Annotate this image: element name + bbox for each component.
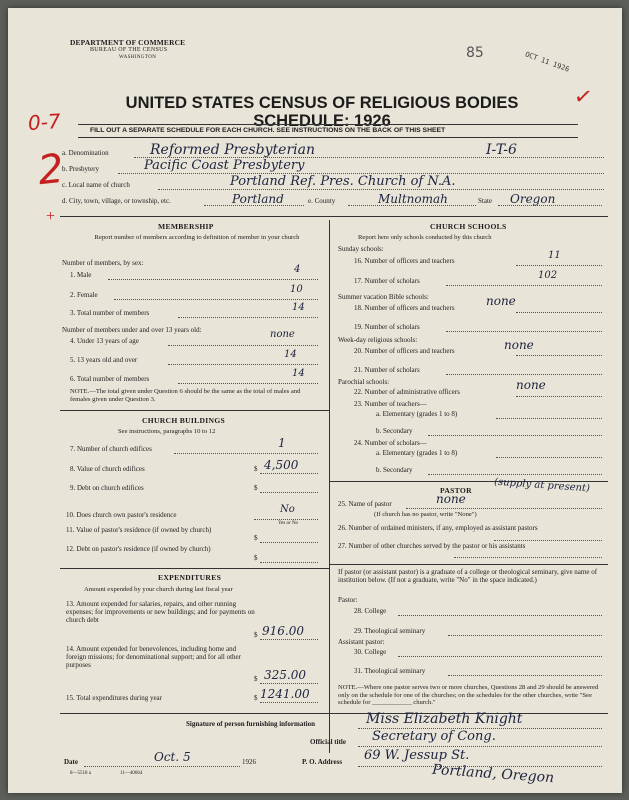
graduate-instructions: If pastor (or assistant pastor) is a graduate of a college or theological seminary, give name of institution below. (If not a graduate, write "No" in the space indicated.)	[338, 568, 598, 584]
address-label: P. O. Address	[302, 758, 343, 766]
q26-rule	[494, 540, 602, 541]
q17-label: 17. Number of scholars	[354, 277, 420, 285]
q19-rule	[446, 331, 602, 332]
q5-value[interactable]: 14	[284, 349, 297, 360]
address-value[interactable]: 69 W. Jessup St.	[364, 748, 470, 763]
q6-label: 6. Total number of members	[70, 375, 150, 383]
q2-rule	[114, 299, 318, 300]
date-label: Date	[64, 758, 78, 766]
q15-dollar: $	[254, 694, 258, 702]
q13-label: 13. Amount expended for salaries, repairs, and other running expenses; for improvements or new buildings; and for payments on church debt	[66, 600, 255, 624]
q28-rule	[398, 615, 602, 616]
header-rule	[78, 124, 578, 125]
q3-value[interactable]: 14	[292, 302, 305, 313]
signature-label: Signature of person furnishing information	[186, 720, 315, 728]
q10-label: 10. Does church own pastor's residence	[66, 511, 177, 519]
pastor-note: NOTE.—Where one pastor serves two or more churches, Questions 28 and 29 should be answered only on the schedule for one of the churches; on the schedules for the other churches, write "See schedule for ____________ church."	[338, 684, 599, 707]
summer-label: Summer vacation Bible schools:	[338, 293, 429, 301]
q1-value[interactable]: 4	[294, 264, 301, 275]
q14-rule	[260, 683, 318, 684]
grad-rule	[329, 564, 608, 565]
q24b-label: b. Secondary	[376, 466, 413, 474]
q23a-label: a. Elementary (grades 1 to 8)	[376, 410, 458, 418]
signature-value[interactable]: Miss Elizabeth Knight	[366, 711, 523, 727]
q2-label: 2. Female	[70, 291, 98, 299]
department-label: DEPARTMENT OF COMMERCE	[70, 38, 186, 47]
q24b-rule	[428, 474, 602, 475]
q12-label: 12. Debt on pastor's residence (if owned by church)	[66, 545, 211, 553]
presbytery-value[interactable]: Pacific Coast Presbytery	[144, 158, 305, 173]
q13-dollar: $	[254, 631, 258, 639]
q4-label: 4. Under 13 years of age	[70, 337, 139, 345]
q23b-rule	[428, 435, 602, 436]
q25-label: 25. Name of pastor	[338, 500, 392, 508]
q12-dollar: $	[254, 554, 258, 562]
q23-label: 23. Number of teachers—	[354, 400, 427, 408]
q31-label: 31. Theological seminary	[354, 667, 426, 675]
q30-rule	[398, 656, 602, 657]
q6-value[interactable]: 14	[292, 368, 305, 379]
q6-rule	[178, 383, 318, 384]
official-title-label: Official title	[310, 738, 346, 746]
q17-value[interactable]: 102	[538, 270, 558, 281]
membership-intro: Report number of members according to definition of member in your church	[94, 234, 300, 241]
q3-label: 3. Total number of members	[70, 309, 150, 317]
q1-rule	[108, 279, 318, 280]
presbytery-label: b. Presbytery	[62, 165, 99, 173]
address-city-value[interactable]: Portland, Oregon	[431, 761, 555, 787]
red-side-mark-text: 2	[35, 145, 66, 195]
form-subtitle: SCHEDULE: 1926	[253, 112, 391, 130]
q8-label: 8. Value of church edifices	[70, 465, 145, 473]
q23a-rule	[496, 418, 602, 419]
q26-label: 26. Number of ordained ministers, if any, employed as assistant pastors	[338, 524, 538, 532]
q19-label: 19. Number of scholars	[354, 323, 420, 331]
church-name-rule	[158, 189, 604, 190]
q8-dollar: $	[254, 465, 258, 473]
expenditures-intro: Amount expended by your church during last fiscal year	[84, 586, 233, 593]
q2-value[interactable]: 10	[290, 284, 303, 295]
expenditures-heading: EXPENDITURES	[158, 573, 222, 582]
q15-label: 15. Total expenditures during year	[66, 694, 162, 702]
date-rule	[84, 766, 240, 767]
official-title-value[interactable]: Secretary of Cong.	[372, 729, 496, 744]
schools-heading: CHURCH SCHOOLS	[430, 222, 507, 231]
bureau-label: BUREAU OF THE CENSUS	[90, 47, 168, 53]
q15-value[interactable]: 1241.00	[260, 687, 310, 701]
q9-dollar: $	[254, 484, 258, 492]
table-top-rule	[60, 216, 608, 217]
instruction-line: FILL OUT A SEPARATE SCHEDULE FOR EACH CHURCH. SEE INSTRUCTIONS ON THE BACK OF THIS SHEET	[90, 127, 446, 134]
buildings-heading: CHURCH BUILDINGS	[142, 416, 226, 425]
q7-value[interactable]: 1	[278, 436, 286, 450]
by-sex-label: Number of members, by sex:	[62, 259, 144, 267]
q22-value[interactable]: none	[516, 378, 546, 392]
denomination-code: I-T-6	[486, 142, 517, 158]
membership-heading: MEMBERSHIP	[158, 222, 214, 231]
q8-value[interactable]: 4,500	[264, 458, 299, 472]
q4-value[interactable]: none	[270, 329, 295, 340]
sunday-label: Sunday schools:	[338, 245, 384, 253]
church-name-value[interactable]: Portland Ref. Pres. Church of N.A.	[230, 174, 456, 189]
q12-rule	[260, 562, 318, 563]
census-schedule-sheet	[8, 8, 622, 793]
q14-value[interactable]: 325.00	[264, 668, 306, 682]
q8-rule	[260, 473, 318, 474]
q18-label: 18. Number of officers and teachers	[354, 304, 455, 312]
q5-rule	[168, 364, 318, 365]
q7-rule	[174, 453, 318, 454]
q25-note: (If church has no pastor, write "None")	[374, 511, 477, 518]
city-label: WASHINGTON	[119, 55, 157, 60]
q28-label: 28. College	[354, 607, 387, 615]
q29-rule	[448, 635, 602, 636]
date-value[interactable]: Oct. 5	[154, 750, 191, 764]
q18-value[interactable]: none	[486, 294, 516, 308]
q9-label: 9. Debt on church edifices	[70, 484, 144, 492]
county-value[interactable]: Multnomah	[378, 192, 448, 206]
q16-label: 16. Number of officers and teachers	[354, 257, 455, 265]
q13-rule	[260, 639, 318, 640]
q20-value[interactable]: none	[504, 338, 534, 352]
q24-label: 24. Number of scholars—	[354, 439, 427, 447]
q22-label: 22. Number of administrative officers	[354, 388, 460, 396]
sheet-number: 85	[466, 45, 484, 61]
denomination-value[interactable]: Reformed Presbyterian	[150, 142, 315, 158]
q31-rule	[448, 675, 602, 676]
schools-intro: Report here only schools conducted by this church	[358, 234, 492, 241]
q13-value[interactable]: 916.00	[262, 624, 304, 638]
red-annotation-text: 0-7	[27, 108, 62, 136]
q24a-label: a. Elementary (grades 1 to 8)	[376, 449, 458, 457]
city-value[interactable]: Portland	[232, 192, 284, 206]
parochial-label: Parochial schools:	[338, 378, 390, 386]
date-year: 1926	[242, 758, 256, 766]
expenditures-rule	[60, 568, 329, 569]
red-annotation	[27, 109, 61, 136]
q11-dollar: $	[254, 534, 258, 542]
yes-no-hint: Yes or No	[278, 521, 299, 526]
q21-rule	[446, 374, 602, 375]
state-label: State	[478, 197, 492, 205]
buildings-rule	[60, 410, 329, 411]
q7-label: 7. Number of church edifices	[70, 445, 152, 453]
form-title: UNITED STATES CENSUS OF RELIGIOUS BODIES	[125, 94, 519, 112]
buildings-see: See instructions, paragraphs 10 to 12	[118, 428, 216, 435]
state-value[interactable]: Oregon	[510, 192, 556, 206]
q17-rule	[446, 285, 602, 286]
q29-label: 29. Theological seminary	[354, 627, 426, 635]
q20-rule	[516, 355, 602, 356]
q16-rule	[516, 265, 602, 266]
column-divider	[329, 220, 330, 753]
membership-note: NOTE.—The total given under Question 6 should be the same as the total of males and females given under Question 3.	[70, 388, 301, 403]
age-heading: Number of members under and over 13 years old:	[62, 326, 202, 334]
red-plus-mark: +	[46, 208, 56, 225]
q11-label: 11. Value of pastor's residence (if owned by church)	[66, 526, 212, 534]
church-name-label: c. Local name of church	[62, 181, 130, 189]
print-code: 11—40664	[120, 771, 143, 776]
q22-rule	[516, 396, 602, 397]
form-code: 8—5518 a	[70, 771, 91, 776]
q14-label: 14. Amount expended for benevolences, including home and foreign missions; for denominational support; and for all other purposes	[66, 645, 241, 669]
q18-rule	[516, 312, 602, 313]
q11-rule	[260, 542, 318, 543]
q21-label: 21. Number of scholars	[354, 366, 420, 374]
table-bottom-rule	[60, 713, 608, 714]
q23b-label: b. Secondary	[376, 427, 413, 435]
q5-label: 5. 13 years old and over	[70, 356, 138, 364]
q27-label: 27. Number of other churches served by the pastor or his assistants	[338, 542, 526, 550]
q4-rule	[168, 345, 318, 346]
q25-rule	[406, 508, 602, 509]
pastor-subhead: Pastor:	[338, 596, 358, 604]
q15-rule	[260, 702, 318, 703]
supply-note: (supply at present)	[493, 476, 591, 495]
q24a-rule	[496, 457, 602, 458]
q14-dollar: $	[254, 675, 258, 683]
official-title-rule	[358, 746, 602, 747]
q20-label: 20. Number of officers and teachers	[354, 347, 455, 355]
q16-value[interactable]: 11	[548, 250, 561, 261]
q9-rule	[260, 492, 318, 493]
weekday-label: Week-day religious schools:	[338, 336, 418, 344]
county-label: e. County	[308, 197, 336, 205]
pastor-heading: PASTOR	[440, 486, 472, 495]
q25-value[interactable]: none	[436, 492, 466, 506]
denomination-label: a. Denomination	[62, 149, 109, 157]
check-mark-icon: ✓	[572, 82, 595, 111]
received-date-stamp: OCT 11 1926	[524, 50, 571, 74]
q3-rule	[178, 317, 318, 318]
q27-rule	[454, 557, 602, 558]
assistant-subhead: Assistant pastor:	[338, 638, 385, 646]
q10-value[interactable]: No	[280, 504, 295, 515]
header-rule-2	[78, 137, 578, 138]
city-field-label: d. City, town, village, or township, etc.	[62, 197, 171, 205]
q1-label: 1. Male	[70, 271, 92, 279]
q30-label: 30. College	[354, 648, 387, 656]
